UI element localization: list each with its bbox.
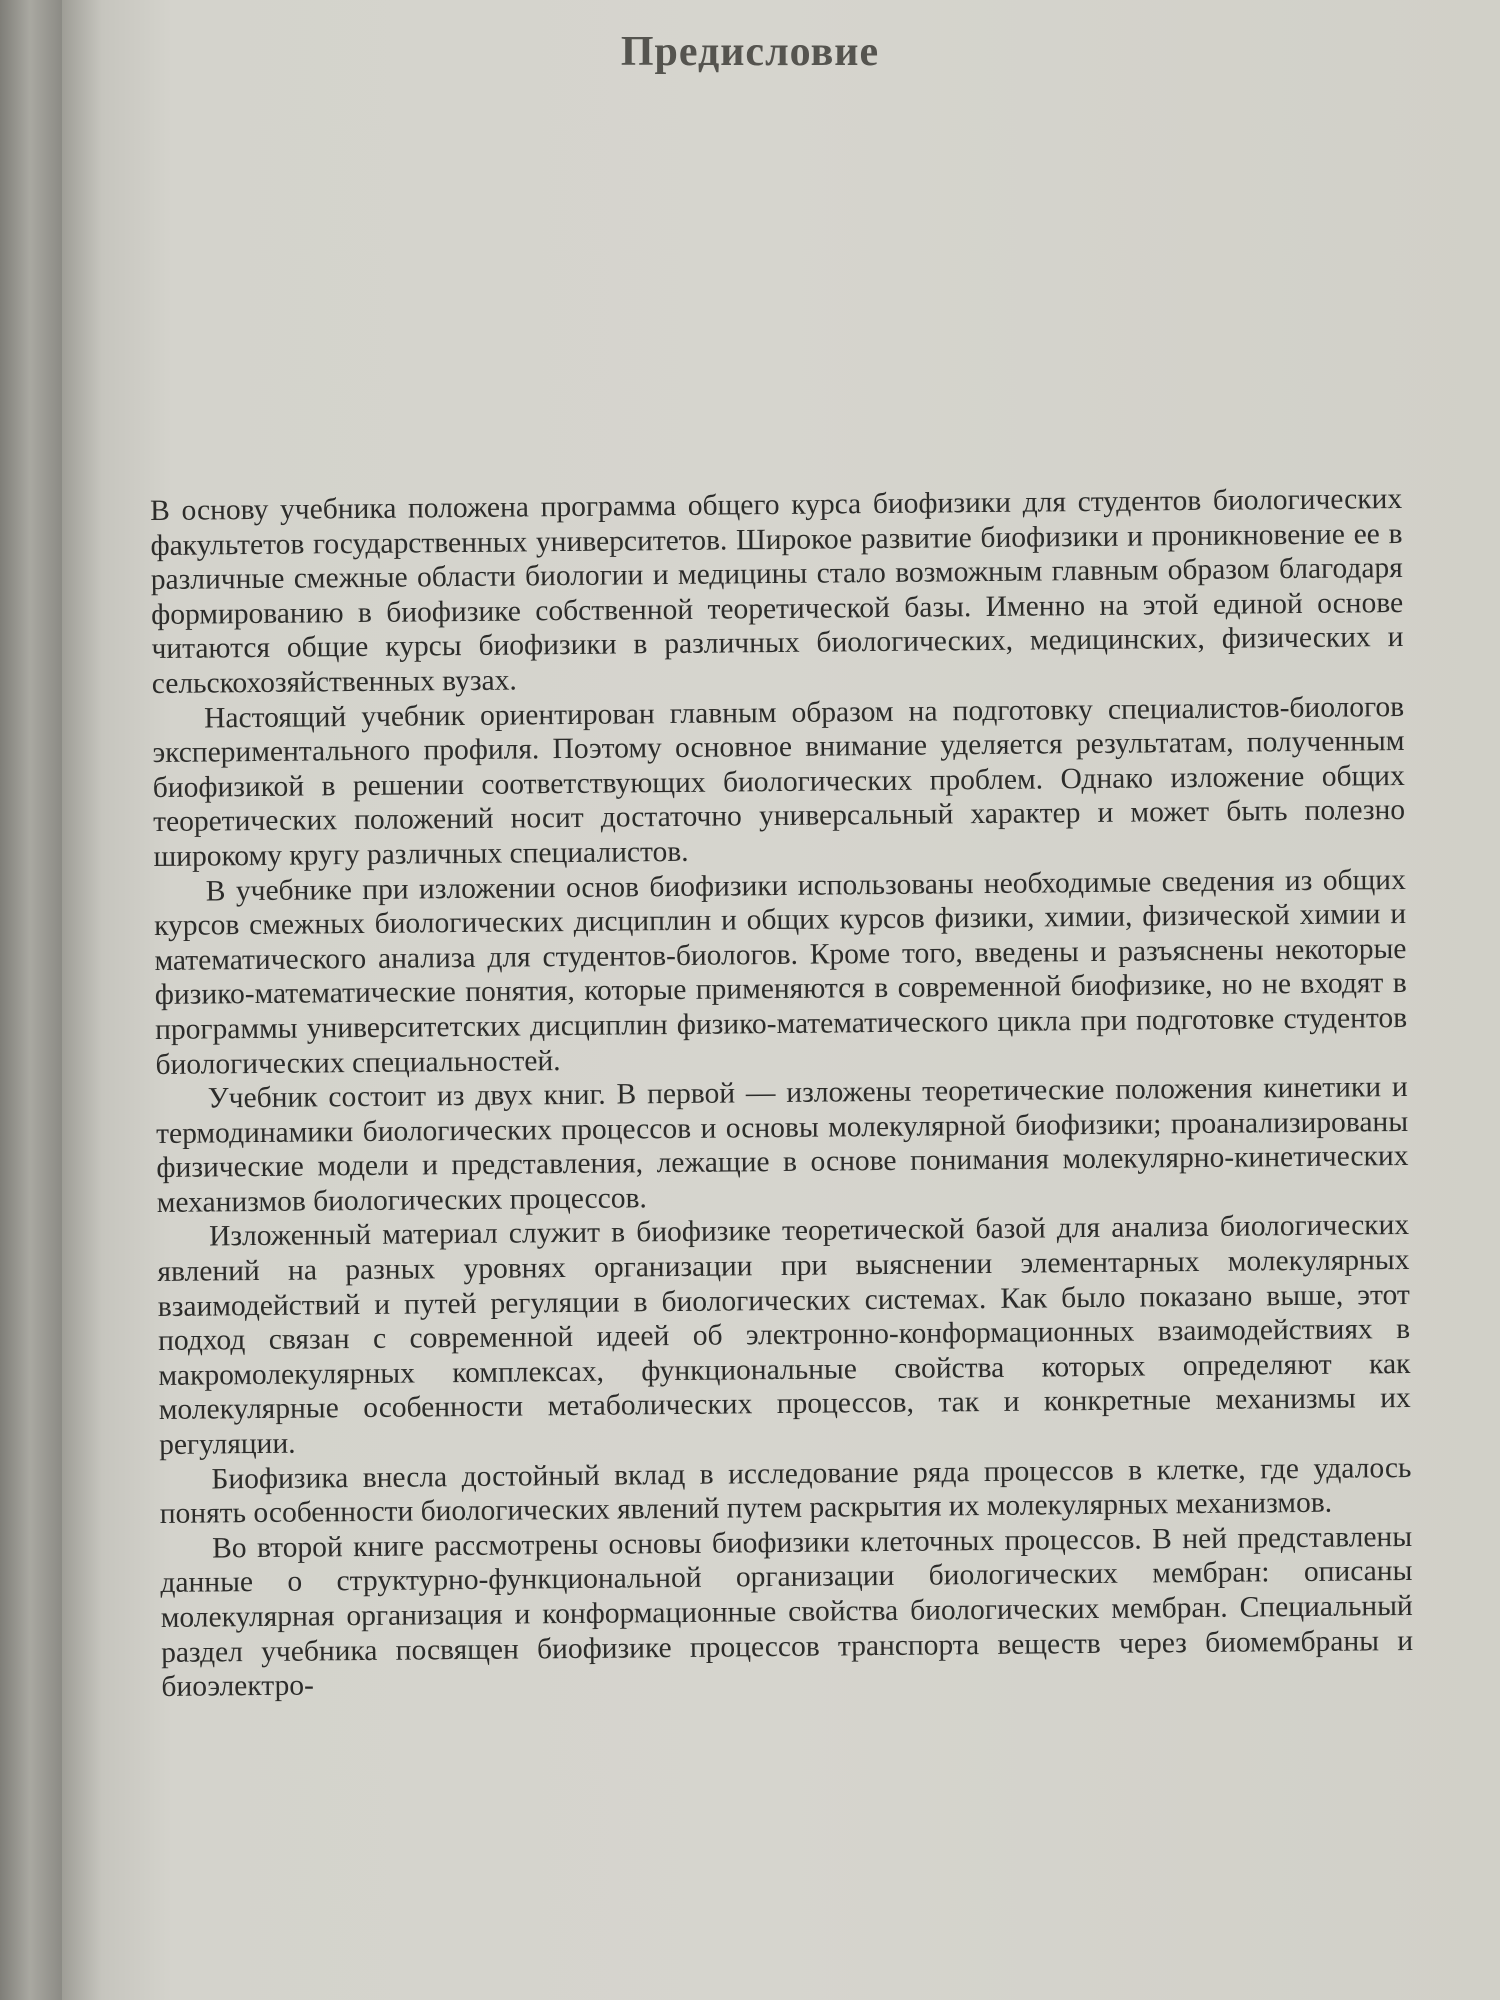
paragraph-7: Во второй книге рассмотрены основы биофизики клеточных процессов. В ней представлены данные о структурно-функциональной организации биологических мембран: описаны молекулярная организация и конформационные свойства биологических мембран. Специальный раздел учебника посвящен биофизике процессов транспорта веществ через биомембраны и биоэлектро- — [160, 1520, 1414, 1704]
paragraph-2: Настоящий учебник ориентирован главным образом на подготовку специалистов-биологов экспериментального профиля. Поэтому основное внимание уделяется результатам, полученным биофизикой в решении соответствующих биологических проблем. Однако изложение общих теоретических положений носит достаточно универсальный характер и может быть полезно широкому кругу различных специалистов. — [152, 690, 1406, 873]
body-text — [150, 482, 1414, 1705]
paragraph-1: В основу учебника положена программа общего курса биофизики для студентов биологических факультетов государственных университетов. Широкое развитие биофизики и проникновение ее в различные смежные области биологии и медицины стало возможным главным образом благодаря формированию в биофизике собственной теоретической базы. Именно на этой единой основе читаются общие курсы биофизики в различных биологических, медицинских, физических и сельскохозяйственных вузах. — [150, 482, 1404, 700]
paragraph-5: Изложенный материал служит в биофизике теоретической базой для анализа биологических явлений на разных уровнях организации при выяснении элементарных молекулярных взаимодействий и путей регуляции в биологических системах. Как было показано выше, этот подход связан с современной идеей об электронно-конформационных взаимодействиях в макромолекулярных комплексах, функциональные свойства которых определяют как молекулярные особенности метаболических процессов, так и конкретные механизмы их регуляции. — [157, 1209, 1411, 1461]
paragraph-4: Учебник состоит из двух книг. В первой — изложены теоретические положения кинетики и термодинамики биологических процессов и основы молекулярной биофизики; проанализированы физические модели и представления, лежащие в основе понимания молекулярно-кинетических механизмов биологических процессов. — [155, 1071, 1409, 1219]
paragraph-6: Биофизика внесла достойный вклад в исследование ряда процессов в клетке, где удалось понять особенности биологических явлений путем раскрытия их молекулярных механизмов. — [159, 1451, 1412, 1531]
paragraph-3: В учебнике при изложении основ биофизики использованы необходимые сведения из общих курсов смежных биологических дисциплин и общих курсов физики, химии, физической химии и математического анализа для студентов-биологов. Кроме того, введены и разъяснены некоторые физико-математические понятия, которые применяются в современной биофизике, но не входят в программы университетских дисциплин физико-математического цикла при подготовке студентов биологических специальностей. — [153, 863, 1408, 1081]
page-title: Предисловие — [620, 29, 880, 75]
book-gutter — [0, 0, 62, 2000]
